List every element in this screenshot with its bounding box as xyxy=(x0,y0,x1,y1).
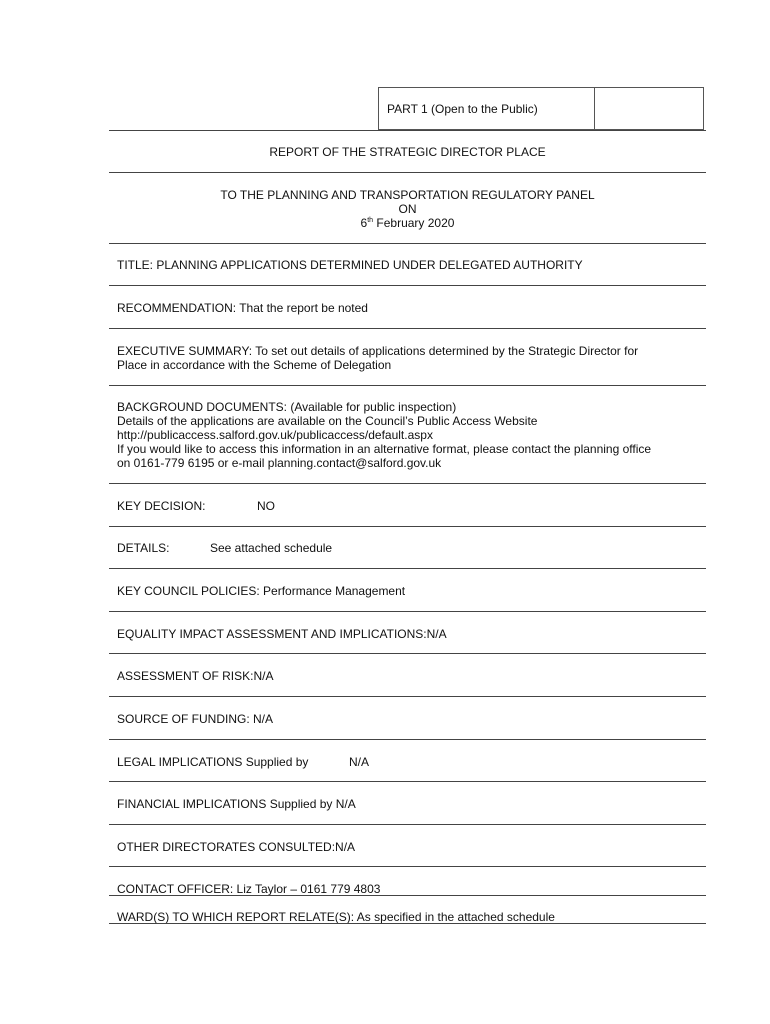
other-directorates: OTHER DIRECTORATES CONSULTED:N/A xyxy=(117,840,356,854)
source-of-funding: SOURCE OF FUNDING: N/A xyxy=(117,712,274,726)
contact-officer: CONTACT OFFICER: Liz Taylor – 0161 779 4803 xyxy=(117,882,381,896)
divider xyxy=(109,568,706,569)
background-line-4: If you would like to access this information in an alternative format, please contact the planning office xyxy=(117,442,652,456)
date-day: 6 xyxy=(360,216,368,230)
divider xyxy=(109,824,706,825)
background-line-5: on 0161-779 6195 or e-mail planning.contact@salford.gov.uk xyxy=(117,456,442,470)
background-documents xyxy=(117,400,702,470)
date-rest: February 2020 xyxy=(373,216,455,230)
divider xyxy=(109,526,706,527)
legal-value: N/A xyxy=(349,755,370,769)
background-line-1: BACKGROUND DOCUMENTS: (Available for public inspection) xyxy=(117,400,457,414)
wards: WARD(S) TO WHICH REPORT RELATE(S): As specified in the attached schedule xyxy=(117,910,555,924)
divider xyxy=(109,739,706,740)
panel-line-2: ON xyxy=(398,202,417,216)
recommendation: RECOMMENDATION: That the report be noted xyxy=(117,301,368,315)
divider xyxy=(109,923,706,924)
divider xyxy=(109,696,706,697)
report-of-heading: REPORT OF THE STRATEGIC DIRECTOR PLACE xyxy=(269,145,546,159)
executive-summary-line-2: Place in accordance with the Scheme of Delegation xyxy=(117,358,392,372)
financial-implications: FINANCIAL IMPLICATIONS Supplied by N/A xyxy=(117,797,356,811)
executive-summary xyxy=(117,344,702,372)
key-decision xyxy=(117,499,702,513)
divider xyxy=(109,483,706,484)
panel-line-1: TO THE PLANNING AND TRANSPORTATION REGULATORY PANEL xyxy=(220,188,595,202)
key-decision-label: KEY DECISION: xyxy=(117,499,206,513)
divider xyxy=(109,243,706,244)
divider xyxy=(109,130,706,131)
background-line-2: Details of the applications are available on the Council’s Public Access Website xyxy=(117,414,538,428)
public-access-link[interactable]: http://publicaccess.salford.gov.uk/publicaccess/default.aspx xyxy=(117,428,433,442)
divider xyxy=(109,653,706,654)
divider xyxy=(109,285,706,286)
divider xyxy=(109,611,706,612)
panel-date xyxy=(109,216,706,230)
panel-heading xyxy=(109,188,706,230)
details-label: DETAILS: xyxy=(117,541,170,555)
divider xyxy=(109,781,706,782)
details-value: See attached schedule xyxy=(210,541,333,555)
report-title: TITLE: PLANNING APPLICATIONS DETERMINED UNDER DELEGATED AUTHORITY xyxy=(117,258,583,272)
legal-label: LEGAL IMPLICATIONS Supplied by xyxy=(117,755,309,769)
part-classification-box xyxy=(378,87,704,130)
key-council-policies: KEY COUNCIL POLICIES: Performance Management xyxy=(117,584,406,598)
details xyxy=(117,541,702,555)
equality-impact: EQUALITY IMPACT ASSESSMENT AND IMPLICATIONS:N/A xyxy=(117,627,447,641)
legal-implications xyxy=(117,755,702,769)
divider xyxy=(109,328,706,329)
divider xyxy=(109,866,706,867)
key-decision-value: NO xyxy=(257,499,275,513)
executive-summary-line-1: EXECUTIVE SUMMARY: To set out details of applications determined by the Strategic Director for xyxy=(117,344,639,358)
part-label: PART 1 (Open to the Public) xyxy=(379,88,595,129)
part-empty-cell xyxy=(595,88,703,129)
divider xyxy=(109,895,706,896)
divider xyxy=(109,385,706,386)
divider xyxy=(109,172,706,173)
assessment-of-risk: ASSESSMENT OF RISK:N/A xyxy=(117,669,274,683)
date-suffix: th xyxy=(367,217,374,224)
